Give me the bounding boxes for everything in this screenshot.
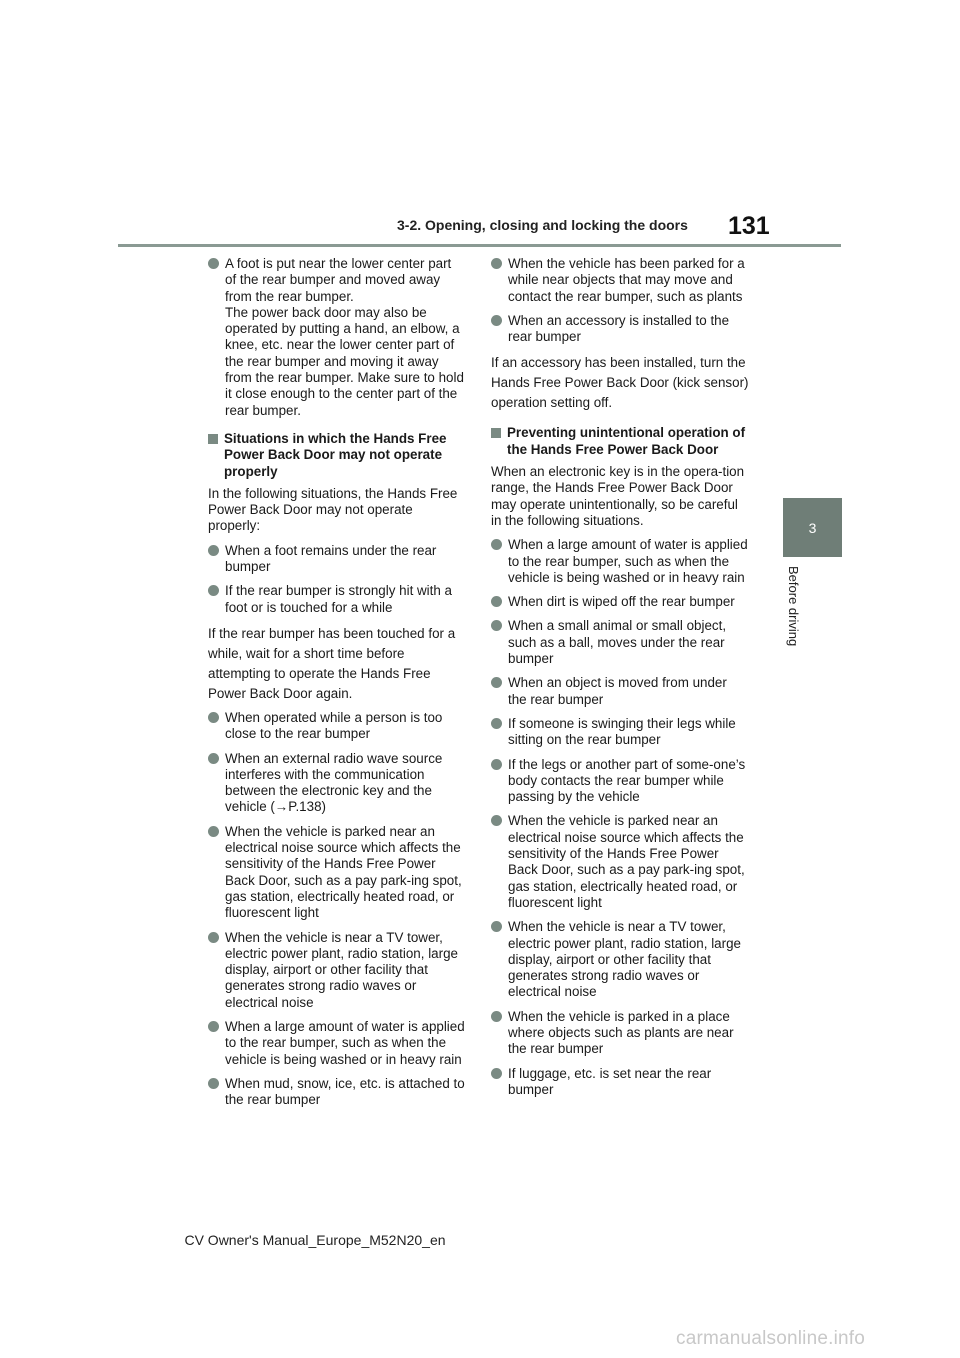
page-number: 131 bbox=[728, 212, 770, 240]
list-item: If someone is swinging their legs while sitting on the rear bumper bbox=[491, 716, 749, 749]
bullet-icon bbox=[491, 620, 502, 631]
subsection-heading: Preventing unintentional operation of the Hands Free Power Back Door bbox=[491, 425, 749, 458]
bullet-icon bbox=[491, 921, 502, 932]
paragraph: In the following situations, the Hands Free Power Back Door may not operate properly: bbox=[208, 485, 458, 534]
section-title: 3-2. Opening, closing and locking the doors bbox=[397, 217, 688, 233]
bullet-icon bbox=[208, 545, 219, 556]
bullet-icon bbox=[208, 258, 219, 269]
chapter-tab[interactable] bbox=[783, 498, 842, 557]
bullet-icon bbox=[208, 585, 219, 596]
bullet-icon bbox=[208, 753, 219, 764]
list-item: If the rear bumper is strongly hit with a foot or is touched for a while bbox=[208, 583, 466, 616]
bullet-icon bbox=[208, 712, 219, 723]
list-item: If luggage, etc. is set near the rear bumper bbox=[491, 1066, 749, 1099]
square-bullet-icon bbox=[208, 434, 218, 444]
watermark: carmanualsonline.info bbox=[676, 1328, 866, 1349]
bullet-icon bbox=[491, 718, 502, 729]
square-bullet-icon bbox=[491, 428, 501, 438]
bullet-icon bbox=[491, 815, 502, 826]
right-column bbox=[491, 256, 749, 1106]
bullet-icon bbox=[208, 1078, 219, 1089]
list-item: When the vehicle is near a TV tower, electric power plant, radio station, large display, airport or other facility that generates strong radio waves or electrical noise bbox=[491, 919, 749, 1000]
list-item: If the legs or another part of some-one’s body contacts the rear bumper while passing by the vehicle bbox=[491, 757, 749, 806]
list-item: When the vehicle has been parked for a while near objects that may move and contact the rear bumper, such as plants bbox=[491, 256, 749, 305]
list-item: When the vehicle is parked near an electrical noise source which affects the sensitivity of the Hands Free Power Back Door, such as a pay park-ing spot, gas station, electrically heated road, or fluorescent light bbox=[491, 813, 749, 911]
list-item: When the vehicle is parked in a place where objects such as plants are near the rear bumper bbox=[491, 1009, 749, 1058]
list-item: When a large amount of water is applied to the rear bumper, such as when the vehicle is being washed or in heavy rain bbox=[491, 537, 749, 586]
bullet-icon bbox=[491, 315, 502, 326]
list-item: When a foot remains under the rear bumper bbox=[208, 543, 466, 576]
list-item: A foot is put near the lower center part of the rear bumper and moved away from the rear bumper. The power back door may also be operated by putting a hand, an elbow, a knee, etc. near the lower center part of the rear bumper and moving it away from the rear bumper. Make sure to hold it close enough to the center part of the rear bumper. bbox=[208, 256, 466, 419]
list-item: When mud, snow, ice, etc. is attached to the rear bumper bbox=[208, 1076, 466, 1109]
bullet-icon bbox=[208, 1021, 219, 1032]
list-item: When the vehicle is parked near an electrical noise source which affects the sensitivity of the Hands Free Power Back Door, such as a pay park-ing spot, gas station, electrically heated road, or fluorescent light bbox=[208, 824, 466, 922]
list-item: When a small animal or small object, such as a ball, moves under the rear bumper bbox=[491, 618, 749, 667]
bullet-icon bbox=[491, 759, 502, 770]
bullet-icon bbox=[491, 677, 502, 688]
list-item: When a large amount of water is applied to the rear bumper, such as when the vehicle is being washed or in heavy rain bbox=[208, 1019, 466, 1068]
list-item: When operated while a person is too close to the rear bumper bbox=[208, 710, 466, 743]
paragraph: If an accessory has been installed, turn the Hands Free Power Back Door (kick sensor) operation setting off. bbox=[491, 355, 749, 411]
subsection-heading: Situations in which the Hands Free Power Back Door may not operate properly bbox=[208, 431, 466, 480]
header-divider bbox=[118, 244, 841, 247]
bullet-icon bbox=[208, 932, 219, 943]
bullet-icon bbox=[208, 826, 219, 837]
left-column bbox=[208, 256, 466, 1116]
bullet-icon bbox=[491, 596, 502, 607]
bullet-icon bbox=[491, 539, 502, 550]
list-item: When the vehicle is near a TV tower, electric power plant, radio station, large display, airport or other facility that generates strong radio waves or electrical noise bbox=[208, 930, 466, 1011]
footer-text: CV Owner's Manual_Europe_M52N20_en bbox=[184, 1232, 446, 1248]
list-item: When an accessory is installed to the rear bumper bbox=[491, 313, 749, 346]
paragraph: If the rear bumper has been touched for a while, wait for a short time before attempting to operate the Hands Free Power Back Door again. bbox=[208, 625, 456, 701]
paragraph: When an electronic key is in the opera-tion range, the Hands Free Power Back Door may operate unintentionally, so be careful in the following situations. bbox=[491, 464, 745, 528]
chapter-number: 3 bbox=[808, 519, 817, 536]
chapter-title bbox=[785, 566, 805, 666]
bullet-icon bbox=[491, 1011, 502, 1022]
bullet-icon bbox=[491, 258, 502, 269]
list-item: When an object is moved from under the rear bumper bbox=[491, 675, 749, 708]
list-item: When dirt is wiped off the rear bumper bbox=[491, 594, 749, 610]
chapter-title-text: Before driving bbox=[786, 566, 801, 647]
bullet-icon bbox=[491, 1068, 502, 1079]
list-item: When an external radio wave source interferes with the communication between the electronic key and the vehicle (→P.138) bbox=[208, 751, 466, 816]
